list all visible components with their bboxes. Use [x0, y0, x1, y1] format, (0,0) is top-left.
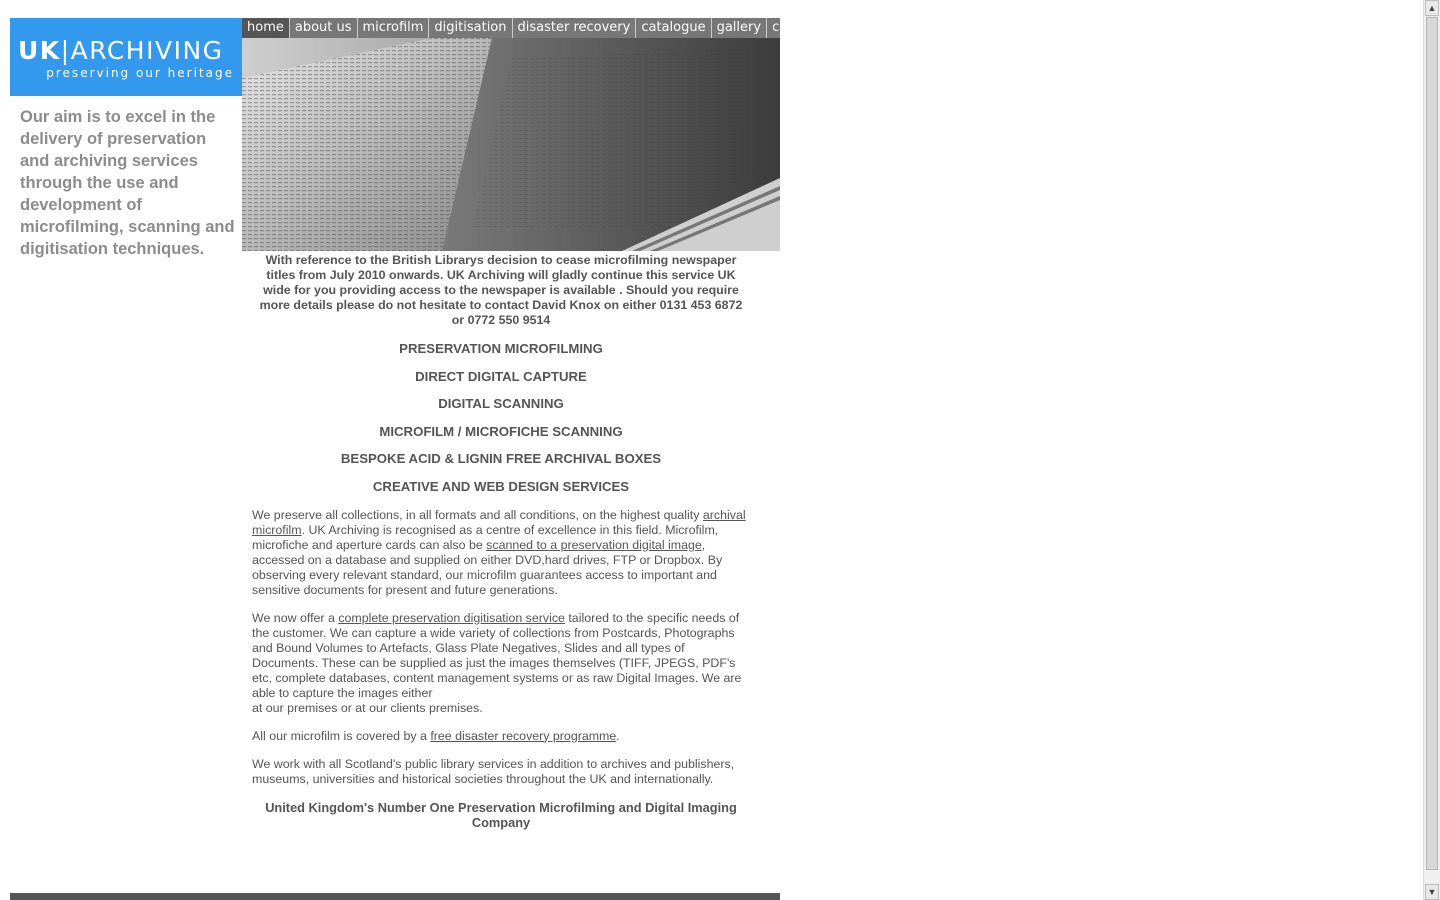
aim-statement: Our aim is to excel in the delivery of preservation and archiving services through the use and development of microfilming, scanning and digitisation techniques. — [20, 108, 235, 258]
para-text: at our premises or at our clients premises. — [252, 700, 483, 715]
para-text: , accessed on a database and supplied on either DVD,hard drives, FTP or Dropbox. By observing every relevant standard, our microfilm guarantees access to important and sensitive documents for present and future generations. — [252, 537, 723, 597]
scanned-digital-image-link[interactable]: scanned to a preservation digital image — [486, 537, 702, 552]
service-heading: BESPOKE ACID & LIGNIN FREE ARCHIVAL BOXES — [340, 451, 662, 466]
disaster-recovery-link[interactable]: free disaster recovery programme — [430, 728, 617, 743]
logo-wordmark: UK|ARCHIVING — [18, 36, 224, 65]
hero-book-image — [242, 38, 780, 251]
main-content — [252, 253, 750, 843]
nav-item-digitisation[interactable]: digitisation — [429, 18, 512, 38]
footer-bar — [10, 893, 780, 900]
main-nav — [242, 18, 840, 38]
para-text: We now offer a — [252, 610, 339, 625]
service-heading: DIRECT DIGITAL CAPTURE — [415, 368, 587, 384]
nav-item-catalogue[interactable]: catalogue — [636, 18, 711, 38]
nav-item-microfilm[interactable]: microfilm — [358, 18, 430, 38]
service-heading: PRESERVATION MICROFILMING — [399, 341, 603, 356]
nav-item-home[interactable]: home — [242, 18, 290, 38]
logo-brand-bold: UK — [18, 36, 61, 65]
microfilm-paragraph — [252, 508, 750, 598]
digitisation-paragraph — [252, 611, 750, 716]
clients-paragraph: We work with all Scotland's public library services in addition to archives and publishers, museums, universities and historical societies throughout the UK and internationally. — [252, 756, 735, 786]
disaster-recovery-paragraph — [252, 729, 750, 744]
vertical-scrollbar[interactable] — [1423, 0, 1440, 900]
nav-item-contact-us[interactable]: contact us — [772, 20, 840, 35]
para-text: All our microfilm is covered by a — [252, 728, 431, 743]
digitisation-service-link[interactable]: complete preservation digitisation service — [338, 610, 565, 625]
scroll-up-icon[interactable]: ▲ — [1425, 0, 1439, 16]
closing-tagline: United Kingdom's Number One Preservation Microfilming and Digital Imaging Company — [265, 799, 737, 830]
nav-item-disaster-recovery[interactable]: disaster recovery — [513, 18, 637, 38]
service-heading: MICROFILM / MICROFICHE SCANNING — [379, 423, 623, 439]
scroll-down-icon[interactable]: ▼ — [1425, 884, 1439, 900]
archival-microfilm-link[interactable]: archival microfilm — [252, 507, 746, 537]
service-heading: DIGITAL SCANNING — [438, 396, 564, 411]
para-text: tailored to the specific needs of the customer. We can capture a wide variety of collections from Postcards, Photographs and Bound Volumes to Artefacts, Glass Plate Negatives, Slides and all types of Documents. These can be supplied as just the images themselves (TIFF, JPEGS, PDF's etc, complete databases, content management systems or as raw Digital Images. We are able to capture the images either — [252, 610, 742, 700]
para-text: . — [616, 728, 620, 743]
british-library-notice: With reference to the British Librarys decision to cease microfilming newspaper titles from July 2010 onwards. UK Archiving will gladly continue this service UK wide for you providing access to the newspaper is available . Should you require more details please do not hesitate to contact David Knox on either 0131 453 6872 or 0772 550 9514 — [259, 253, 743, 327]
site-logo[interactable] — [10, 18, 242, 96]
scrollbar-thumb[interactable] — [1426, 17, 1438, 870]
nav-item-gallery[interactable]: gallery — [712, 18, 767, 38]
logo-tagline: preserving our heritage — [46, 66, 234, 80]
logo-brand-rest: ARCHIVING — [70, 36, 224, 65]
nav-item-about-us[interactable]: about us — [290, 18, 358, 38]
para-text: . UK Archiving is recognised as a centre of excellence in this field. Microfilm, microfiche and aperture cards can also be — [252, 522, 719, 552]
para-text: We preserve all collections, in all formats and all conditions, on the highest quality — [252, 507, 703, 522]
open-book-illustration — [242, 38, 780, 251]
service-heading: CREATIVE AND WEB DESIGN SERVICES — [372, 478, 630, 494]
